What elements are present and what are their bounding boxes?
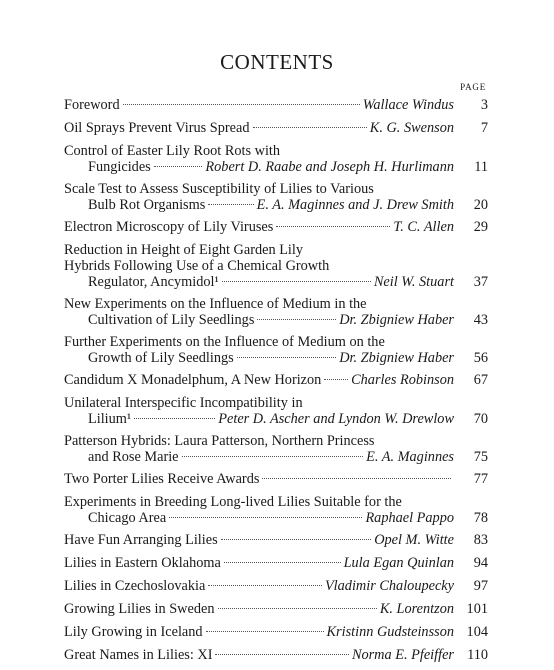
entry-page-number: 77 xyxy=(473,471,488,487)
entry-page-number: 110 xyxy=(467,647,488,663)
dot-leader xyxy=(253,127,367,128)
entry-author: E. A. Maginnes and J. Drew Smith xyxy=(256,197,454,213)
entry-page-number: 101 xyxy=(466,601,488,617)
toc-entry-final-line xyxy=(64,97,488,113)
entry-page-number: 11 xyxy=(474,159,488,175)
toc-entry-final-line xyxy=(64,647,488,663)
dot-leader xyxy=(208,585,322,586)
toc-entry xyxy=(64,296,488,328)
toc-entry xyxy=(64,624,488,640)
dot-leader xyxy=(182,456,364,457)
toc-entry-title-line xyxy=(64,395,488,411)
entry-title-text: Have Fun Arranging Lilies xyxy=(64,532,218,548)
dot-leader xyxy=(221,539,372,540)
dot-leader xyxy=(123,104,360,105)
toc-entry-final-line xyxy=(64,312,488,328)
dot-leader xyxy=(134,418,215,419)
entry-title-text: Reduction in Height of Eight Garden Lily xyxy=(64,242,304,258)
entry-title-text: Lilies in Eastern Oklahoma xyxy=(64,555,221,571)
dot-leader xyxy=(154,166,203,167)
entry-page-number: 78 xyxy=(473,510,488,526)
entry-author: Robert D. Raabe and Joseph H. Hurlimann xyxy=(205,159,454,175)
entry-page-number: 7 xyxy=(480,120,488,136)
entry-author: Norma E. Pfeiffer xyxy=(351,647,454,663)
entry-author: K. Lorentzon xyxy=(379,601,454,617)
entry-author: Dr. Zbigniew Haber xyxy=(339,312,454,328)
toc-entry-final-line xyxy=(64,274,488,290)
entry-page-number: 43 xyxy=(473,312,488,328)
dot-leader xyxy=(324,379,348,380)
entry-author: K. G. Swenson xyxy=(369,120,454,136)
toc-entry-final-line xyxy=(64,411,488,427)
entry-page-number: 67 xyxy=(473,372,488,388)
entry-author: Charles Robinson xyxy=(351,372,454,388)
entry-page-number: 97 xyxy=(473,578,488,594)
toc-entry xyxy=(64,578,488,594)
entry-page-number: 70 xyxy=(473,411,488,427)
toc-entry xyxy=(64,395,488,427)
entry-author: Neil W. Stuart xyxy=(373,274,454,290)
entry-title-text: Growing Lilies in Sweden xyxy=(64,601,215,617)
toc-entry-final-line xyxy=(64,219,488,235)
page-title: CONTENTS xyxy=(220,50,334,74)
toc-entry xyxy=(64,143,488,175)
entry-page-number: 37 xyxy=(473,274,488,290)
toc-entry xyxy=(64,647,488,663)
entry-page-number: 20 xyxy=(473,197,488,213)
toc-entry-final-line xyxy=(64,532,488,548)
dot-leader xyxy=(224,562,341,563)
entry-title-text: and Rose Marie xyxy=(88,449,179,465)
entry-author: Lula Egan Quinlan xyxy=(343,555,454,571)
toc-entry-title-line xyxy=(64,296,488,312)
entry-title-text: Control of Easter Lily Root Rots with xyxy=(64,143,281,159)
entry-author: Kristinn Gudsteinsson xyxy=(326,624,454,640)
entry-author: T. C. Allen xyxy=(393,219,454,235)
dot-leader xyxy=(257,319,336,320)
toc-entry-final-line xyxy=(64,120,488,136)
toc-entry-title-line xyxy=(64,181,488,197)
toc-entry xyxy=(64,601,488,617)
entry-author: Wallace Windus xyxy=(362,97,454,113)
entry-title-text: Regulator, Ancymidol¹ xyxy=(88,274,219,290)
entry-title-text: Oil Sprays Prevent Virus Spread xyxy=(64,120,250,136)
toc-entry-final-line xyxy=(64,471,488,487)
dot-leader xyxy=(215,654,348,655)
entry-page-number: 56 xyxy=(473,350,488,366)
entry-title-text: Two Porter Lilies Receive Awards xyxy=(64,471,260,487)
toc-entry-title-line xyxy=(64,143,488,159)
entry-title-text: Lily Growing in Iceland xyxy=(64,624,203,640)
entry-title-text: Lilies in Czechoslovakia xyxy=(64,578,206,594)
dot-leader xyxy=(276,226,390,227)
toc-entry-final-line xyxy=(64,159,488,175)
toc-entry xyxy=(64,494,488,526)
entry-page-number: 83 xyxy=(473,532,488,548)
entry-title-text: Growth of Lily Seedlings xyxy=(88,350,234,366)
toc-entry-final-line xyxy=(64,578,488,594)
toc-entry xyxy=(64,433,488,465)
entry-page-number: 104 xyxy=(466,624,488,640)
entry-title-text: Further Experiments on the Influence of Medium on the xyxy=(64,334,385,350)
toc-entry xyxy=(64,471,488,487)
entry-title-text: Unilateral Interspecific Incompatibility in xyxy=(64,395,303,411)
toc-entry-final-line xyxy=(64,601,488,617)
toc-entry xyxy=(64,181,488,213)
entry-author: Opel M. Witte xyxy=(374,532,454,548)
toc-entry-final-line xyxy=(64,372,488,388)
entry-title-text: Electron Microscopy of Lily Viruses xyxy=(64,219,274,235)
entry-title-text: Foreword xyxy=(64,97,120,113)
page-column-header: PAGE xyxy=(460,82,486,92)
toc-entry-final-line xyxy=(64,510,488,526)
entry-title-text: Great Names in Lilies: XI xyxy=(64,647,213,663)
entry-author: E. A. Maginnes xyxy=(366,449,454,465)
dot-leader xyxy=(218,608,377,609)
entry-author: Raphael Pappo xyxy=(365,510,454,526)
toc-entry-final-line xyxy=(64,624,488,640)
entry-author: Peter D. Ascher and Lyndon W. Drewlow xyxy=(218,411,454,427)
entry-title-text: Bulb Rot Organisms xyxy=(88,197,206,213)
dot-leader xyxy=(206,631,324,632)
dot-leader xyxy=(262,478,451,479)
toc-entry-title-line xyxy=(64,258,488,274)
entry-author: Vladimir Chaloupecky xyxy=(324,578,454,594)
toc-entry xyxy=(64,97,488,113)
entry-page-number: 3 xyxy=(480,97,488,113)
toc-entry xyxy=(64,372,488,388)
toc-entry xyxy=(64,532,488,548)
entry-title-text: Patterson Hybrids: Laura Patterson, Northern Princess xyxy=(64,433,375,449)
entry-page-number: 94 xyxy=(473,555,488,571)
toc-entry xyxy=(64,219,488,235)
toc-entry-title-line xyxy=(64,242,488,258)
entry-title-text: New Experiments on the Influence of Medium in the xyxy=(64,296,367,312)
dot-leader xyxy=(222,281,371,282)
dot-leader xyxy=(237,357,336,358)
entry-title-text: Lilium¹ xyxy=(88,411,132,427)
toc-entry-title-line xyxy=(64,433,488,449)
entry-title-text: Fungicides xyxy=(88,159,151,175)
toc-entry-title-line xyxy=(64,494,488,510)
toc-entry xyxy=(64,334,488,366)
entry-title-text: Chicago Area xyxy=(88,510,167,526)
entry-page-number: 29 xyxy=(473,219,488,235)
toc-entry xyxy=(64,242,488,290)
toc-entry-final-line xyxy=(64,197,488,213)
entry-title-text: Candidum X Monadelphum, A New Horizon xyxy=(64,372,322,388)
entry-page-number: 75 xyxy=(473,449,488,465)
toc-entry-title-line xyxy=(64,334,488,350)
entry-author: Dr. Zbigniew Haber xyxy=(339,350,454,366)
table-of-contents xyxy=(64,97,488,670)
toc-entry xyxy=(64,120,488,136)
dot-leader xyxy=(169,517,362,518)
entry-title-text: Experiments in Breeding Long-lived Lilies Suitable for the xyxy=(64,494,402,510)
toc-entry-final-line xyxy=(64,350,488,366)
entry-title-text: Cultivation of Lily Seedlings xyxy=(88,312,255,328)
entry-title-text: Hybrids Following Use of a Chemical Growth xyxy=(64,258,330,274)
toc-entry-final-line xyxy=(64,555,488,571)
toc-entry xyxy=(64,555,488,571)
toc-entry-final-line xyxy=(64,449,488,465)
dot-leader xyxy=(208,204,253,205)
entry-title-text: Scale Test to Assess Susceptibility of Lilies to Various xyxy=(64,181,374,197)
